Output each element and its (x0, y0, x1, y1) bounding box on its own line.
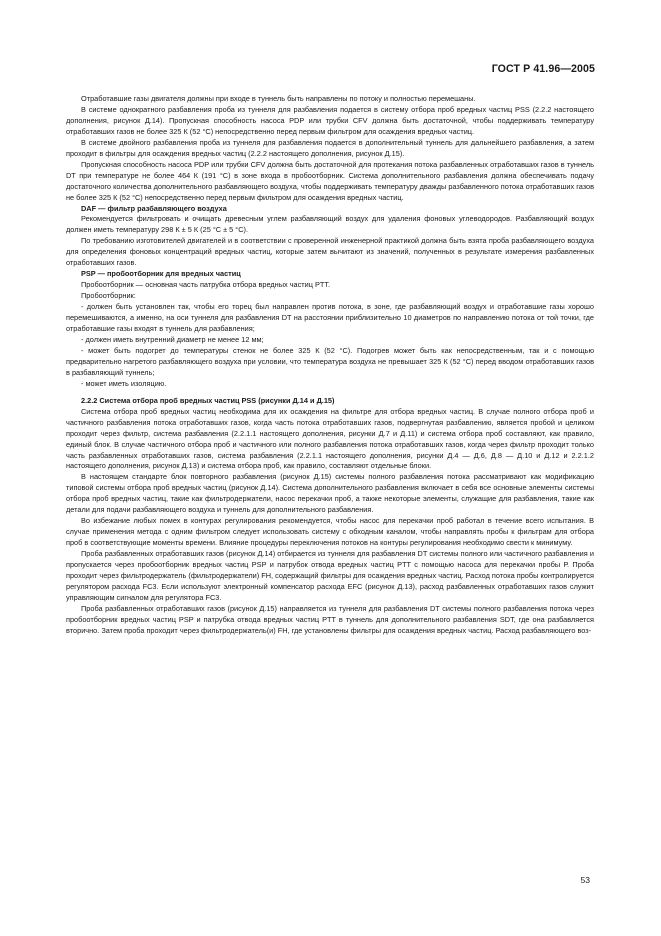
page-number: 53 (580, 875, 590, 885)
document-body (66, 94, 594, 637)
paragraph: В системе двойного разбавления проба из туннеля для разбавления подается в дополнительный туннель для дальнейшего разбавления, а затем проходит в фильтры для осаждения вредных частиц (2.2.2 настоящего дополнения, рисунок Д.15). (66, 137, 594, 158)
paragraph: - должен иметь внутренний диаметр не менее 12 мм; (81, 334, 264, 344)
paragraph: По требованию изготовителей двигателей и в соответствии с проверенной инженерной практикой должна быть взята проба разбавляющего воздуха для определения фоновых концентраций вредных частиц, которые затем вычитают из значений, полученных в результате измерения разбавленных отработавших газов. (66, 236, 594, 268)
paragraph: Пробоотборник: (81, 291, 136, 301)
paragraph: Пробоотборник — основная часть патрубка отбора вредных частиц PTT. (81, 280, 331, 290)
paragraph: Пропускная способность насоса PDP или трубки CFV должна быть достаточной для протекания потока разбавленных отработавших газов в туннель DT при температуре не более 464 К (191 °С) в зоне входа в пробоотборник. Система дополнительного разбавления должна обеспечивать подачу достаточного количества дополнительного разбавляющего воздуха, чтобы поддерживать температуру дважды разбавленного потока отработавших газов не более 325 К (52 °С) непосредственно перед первым фильтром для осаждения вредных частиц. (66, 159, 594, 202)
paragraph: Отработавшие газы двигателя должны при входе в туннель быть направлены по потоку и полностью перемешаны. (81, 94, 476, 103)
section-heading: PSP — пробоотборник для вредных частиц (81, 269, 241, 279)
section-heading: 2.2.2 Система отбора проб вредных частиц PSS (рисунки Д.14 и Д.15) (81, 395, 335, 405)
paragraph: Проба разбавленных отработавших газов (рисунок Д.15) направляется из туннеля для разбавления DT системы полного разбавления потока через пробоотборник вредных частиц PSP и патрубка отвода вредных частиц PTT в туннель для дополнительного разбавления SDT, где она разбавляется вторично. Затем проба проходит через фильтродержатель(и) FH, где установлены фильтры для осаждения вредных частиц. Расход разбавляющего воз- (66, 603, 594, 635)
paragraph: Проба разбавленных отработавших газов (рисунок Д.14) отбирается из туннеля для разбавления DT системы полного или частичного разбавления и пропускается через пробоотборник вредных частиц PSP и патрубок отвода вредных частиц PTT с помощью насоса для перекачки пробы Р. Проба проходит через фильтродержатель (фильтродержатели) FH, содержащий фильтры для осаждения вредных частиц. Расход потока пробы контролируется регулятором расхода FC3. Если используют электронный компенсатор расхода EFC (рисунок Д.13), расход разбавленных отработавших газов служит управляющим сигналом для регулятора FC3. (66, 549, 594, 602)
paragraph: Рекомендуется фильтровать и очищать древесным углем разбавляющий воздух для удаления фоновых углеводородов. Разбавляющий воздух должен иметь температуру 298 К ± 5 К (25 °С ± 5 °С). (66, 214, 594, 235)
paragraph: В настоящем стандарте блок повторного разбавления (рисунок Д.15) системы полного разбавления потока рассматривают как модификацию типовой системы отбора проб вредных частиц (рисунок Д.14). Система дополнительного разбавления включает в себя все основные элементы системы отбора проб вредных частиц, такие как фильтродержатели, насос перекачки проб, а также некоторые элементы, служащие для разбавления, такие как детали для подачи разбавляющего воздуха и туннель для дополнительного разбавления. (66, 472, 594, 515)
paragraph: Система отбора проб вредных частиц необходима для их осаждения на фильтре для отбора вредных частиц. В случае полного отбора проб и частичного разбавления потока отработавших газов, когда часть потока отработавших газов, подвергнутая разбавлению, является пробой и целиком проходит через фильтр, система разбавления (2.2.1.1 настоящего дополнения, рисунки Д.7 и Д.11) и система отбора проб составляют, как правило, единый блок. В случае частичного отбора проб и частичного или полного разбавления потока отработавших газов, когда через фильтр проходит только часть разбавленных отработавших газов, система разбавления (2.2.1.1 настоящего дополнения, рисунки Д.4 — Д.6, Д.8 — Д.10 и Д.12 и 2.2.1.2 настоящего дополнения, рисунок Д.13) и система отбора проб, как правило, составляют отдельные блоки. (66, 406, 594, 471)
section-heading: DAF — фильтр разбавляющего воздуха (81, 203, 227, 213)
paragraph: - может иметь изоляцию. (81, 378, 167, 388)
paragraph: - может быть подогрет до температуры стенок не более 325 К (52 °С). Подогрев может быть как непосредственным, так и с помощью предварительно нагретого разбавляющего воздуха при условии, что температура воздуха не превышает 325 К (52 °С) перед вводом отработавших газов в разбавляющий туннель; (66, 345, 594, 377)
paragraph: - должен быть установлен так, чтобы его торец был направлен против потока, в зоне, где разбавляющий воздух и отработавшие газы хорошо перемешиваются, а именно, на оси туннеля для разбавления DT на расстоянии приблизительно 10 диаметров по направлению потока от той точки, где отработавшие газы входят в туннель для разбавления; (66, 302, 594, 334)
paragraph: Во избежание любых помех в контурах регулирования рекомендуется, чтобы насос для перекачки проб работал в течение всего испытания. В случае применения метода с одним фильтром следует использовать систему с обходным каналом, чтобы направлять пробы к фильтрам для отбора проб в соответствующие моменты времени. Влияние процедуры переключения потоков на контуры регулирования необходимо свести к минимуму. (66, 516, 594, 548)
paragraph: В системе однократного разбавления проба из туннеля для разбавления подается в систему отбора проб вредных частиц PSS (2.2.2 настоящего дополнения, рисунок Д.14). Пропускная способность насоса PDP или трубки CFV должна быть достаточной, чтобы поддерживать температуру отработавших газов не более 325 К (52 °С) непосредственно перед первым фильтром для осаждения вредных частиц. (66, 104, 594, 136)
document-header: ГОСТ Р 41.96—2005 (491, 63, 595, 75)
